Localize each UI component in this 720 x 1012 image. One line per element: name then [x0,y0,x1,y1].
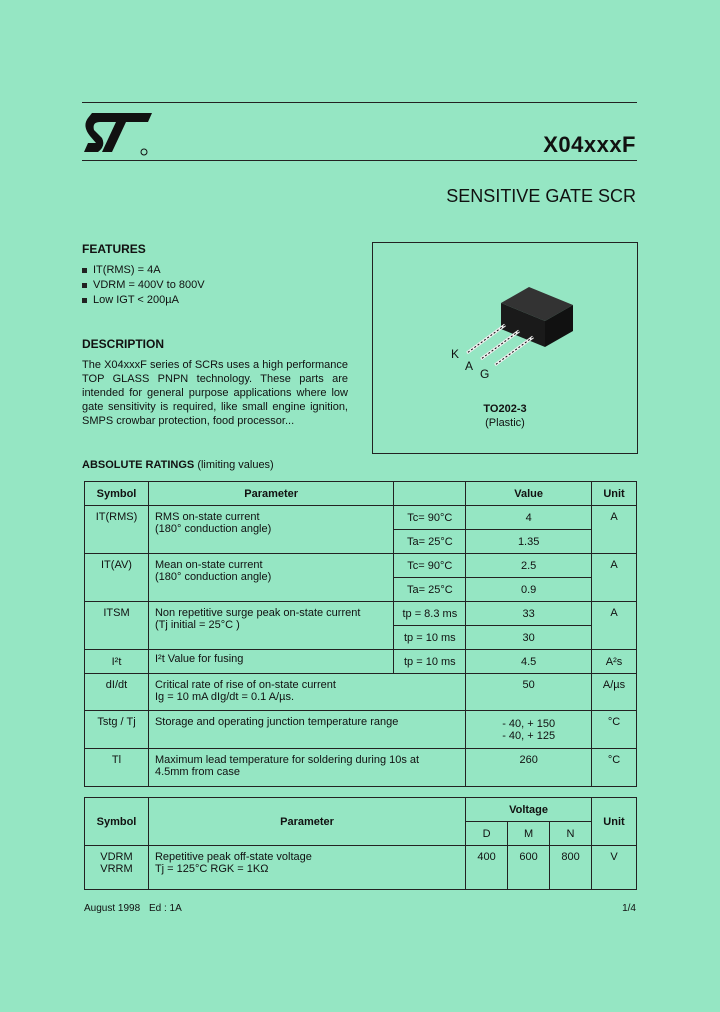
symbol-cell: ITSM [85,602,149,650]
param-cell [148,506,393,554]
param-line: 4.5mm from case [154,766,240,778]
package-box [372,242,638,454]
cond-cell: Tc= 90°C [394,506,466,530]
unit-cell: A [592,602,637,650]
features-title: FEATURES [82,242,146,256]
value-cell: 2.5 [466,554,592,578]
bullet-icon [82,298,87,303]
description-title: DESCRIPTION [82,337,165,351]
table-header-row [85,798,637,822]
ratings-subtitle: (limiting values) [197,459,274,471]
footer-date [84,903,182,914]
feature-text: VDRM = 400V to 800V [93,279,205,291]
table-row [85,602,637,626]
value-cell: 800 [550,846,592,890]
col-header [394,482,466,506]
param-cell [148,749,465,787]
cond-cell: Ta= 25°C [394,530,466,554]
value-cell: 4.5 [466,650,592,674]
value-line: - 40, + 150 [502,717,556,730]
symbol-cell: IT(AV) [85,554,149,602]
footer-date-text: August 1998 [84,903,141,914]
col-header: Unit [591,798,636,846]
value-cell: 0.9 [466,578,592,602]
param-line: (180° conduction angle) [154,571,272,583]
param-line: RMS on-state current [154,511,260,523]
feature-item [82,264,205,276]
top-rule [82,102,637,103]
symbol-cell: IT(RMS) [85,506,149,554]
grade-header: D [466,822,508,846]
pin-label-a: A [465,359,474,373]
unit-cell: A [592,554,637,602]
symbol-cell: I²t [85,650,149,674]
table-row [85,554,637,578]
param-line: Tj = 125°C RGK = 1KΩ [154,863,269,875]
package-material: (Plastic) [485,417,525,429]
col-header: Parameter [148,798,465,846]
param-line: Ig = 10 mA dIg/dt = 0.1 A/µs. [154,691,295,703]
unit-cell: A²s [592,650,637,674]
table-row [85,846,637,890]
value-cell: 50 [466,674,592,711]
table-header-row [85,482,637,506]
cond-cell: tp = 10 ms [394,626,466,650]
unit-cell: °C [592,749,637,787]
feature-item [82,294,205,306]
table-row [85,674,637,711]
ratings-title: ABSOLUTE RATINGS [82,459,195,471]
symbol-cell: Tstg / Tj [85,711,149,749]
pin-label-g: G [480,367,490,381]
pin-label-k: K [451,347,460,361]
col-header: Symbol [85,482,149,506]
value-cell: 1.35 [466,530,592,554]
part-number: X04xxxF [543,132,636,157]
value-cell: 400 [466,846,508,890]
cond-cell: Ta= 25°C [394,578,466,602]
param-line: Maximum lead temperature for soldering during 10s at [154,754,420,766]
package-drawing [373,243,637,393]
ratings-table [84,481,637,787]
ratings-heading [82,459,274,471]
feature-text: IT(RMS) = 4A [93,264,161,276]
param-cell [148,674,465,711]
param-line: (Tj initial = 25°C ) [154,619,240,631]
cond-cell: tp = 10 ms [394,650,466,674]
table-row [85,711,637,749]
document-subtitle: SENSITIVE GATE SCR [446,186,636,206]
symbol-cell: dI/dt [85,674,149,711]
value-cell: 260 [466,749,592,787]
st-logo [82,108,154,158]
feature-text: Low IGT < 200µA [93,294,179,306]
param-cell [148,602,393,650]
unit-cell: A/µs [592,674,637,711]
unit-cell: A [592,506,637,554]
cond-cell: tp = 8.3 ms [394,602,466,626]
param-cell: Storage and operating junction temperature range [148,711,465,749]
param-cell [148,846,465,890]
param-line: Non repetitive surge peak on-state current [154,607,361,619]
symbol-line: VRRM [100,863,133,875]
package-name: TO202-3 [483,403,527,415]
header-rule [82,160,637,161]
cond-cell: Tc= 90°C [394,554,466,578]
grade-header: M [508,822,550,846]
page-number: 1/4 [622,903,636,914]
value-line: - 40, + 125 [502,729,556,742]
col-header: Voltage [466,798,592,822]
param-line: Mean on-state current [154,559,263,571]
voltage-table [84,797,637,890]
param-line: Repetitive peak off-state voltage [154,851,312,863]
symbol-cell: Tl [85,749,149,787]
value-cell: 33 [466,602,592,626]
features-list [82,264,205,309]
table-row [85,749,637,787]
bullet-icon [82,283,87,288]
value-cell: 30 [466,626,592,650]
table-row [85,506,637,530]
param-cell: I²t Value for fusing [148,650,393,674]
param-line: Critical rate of rise of on-state current [154,679,336,691]
unit-cell: V [591,846,636,890]
feature-item [82,279,205,291]
col-header: Unit [592,482,637,506]
symbol-cell [85,846,149,890]
param-cell [148,554,393,602]
value-cell: 600 [508,846,550,890]
col-header: Value [466,482,592,506]
param-line: (180° conduction angle) [154,523,272,535]
symbol-line: VDRM [100,851,133,863]
grade-header: N [550,822,592,846]
value-cell: 4 [466,506,592,530]
description-text: The X04xxxF series of SCRs uses a high performance TOP GLASS PNPN technology. These parts are intended for general purpose applications where low gate sensitivity is required, like small engine ignition, SMPS crowbar protection, food processor... [82,359,348,427]
col-header: Symbol [85,798,149,846]
bullet-icon [82,268,87,273]
table-row [85,650,637,674]
value-cell [466,711,592,749]
col-header: Parameter [148,482,393,506]
unit-cell: °C [592,711,637,749]
footer-edition: Ed : 1A [148,903,182,914]
